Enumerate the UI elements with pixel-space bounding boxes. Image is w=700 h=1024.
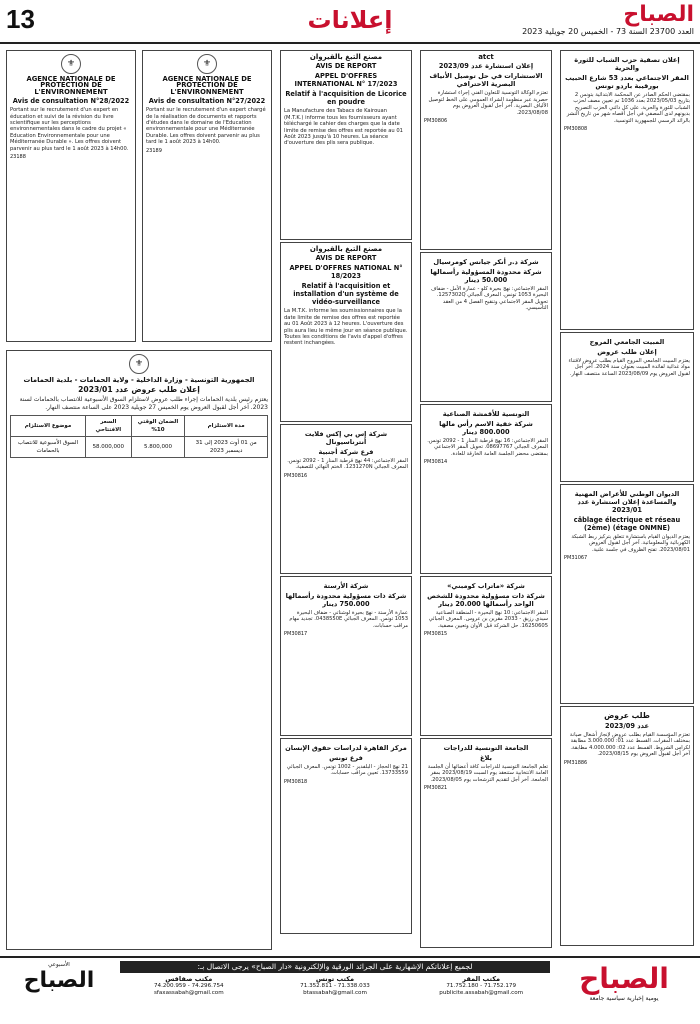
ad-onmne (560, 484, 694, 704)
ad-mourouj-dorm (560, 332, 694, 482)
ad-org: مصنع التبغ بالقيروان (309, 53, 383, 61)
ad-subtitle: بلاغ (480, 754, 492, 762)
ad-cycling-federation (420, 738, 552, 948)
ad-body: La Manufacture des Tabacs de Kairouan (M.T.K.) informe tous les fournisseurs ayant téléchargé le cahier des charges que la date limite de remise des offres est reportée au 01 Août 2023 jusqu'à 10 heures. La séance d'ouverture des plis sera publique. (284, 108, 403, 147)
page-header (0, 0, 700, 44)
office-phone: 74.296.754 - 74.200.959 (153, 983, 224, 989)
ad-subtitle: فرع تونس (329, 754, 363, 762)
ad-ref: 23188 (10, 154, 26, 161)
ad-subtitle: APPEL D'OFFRES NATIONAL N° 18/2023 (289, 264, 403, 281)
ad-body: عمارة الأرستة - نهج بحيرة لوشناتي - ضفاف البحيرة 1053 تونس. المعرف الجبائي 0438550E. تجديد مهام مراقب حسابات. (289, 610, 408, 629)
ad-title: شركة الأرستة (323, 582, 369, 590)
ad-anpe-27 (142, 50, 272, 342)
table-cell: من 01 أوت 2023 إلى 31 ديسمبر 2023 (185, 437, 268, 458)
office-email[interactable]: publicite.assabah@gmail.com (439, 990, 524, 996)
newspaper-logo: الصباح (623, 2, 694, 27)
office-email[interactable]: btassabah@gmail.com (303, 990, 367, 996)
crest-icon: ⚜ (129, 354, 149, 374)
ad-textiles (420, 404, 552, 574)
ad-subtitle: عدد 2023/09 (605, 722, 649, 730)
table-cell: 5.800,000 (131, 437, 185, 458)
ad-body: La M.T.K. informe les soumissionnaires que la date limite de remise des offres est reportée au 01 Août 2023 à 12 heures. L'ouverture des plis aura lieu le même jour en séance publique. Toutes les conditions de l'avis d'appel d'offres restent inchangées. (284, 308, 408, 347)
ad-body: Portant sur le recrutement d'un expert en éducation et suivi de la révision du livre scientifique sur les perceptions environnementales dans le cadre du projet « Education Environnementale pour une Méditerranée Durable ». Les offres doivent parvenir au plus tard le 1 août 2023 à 14h00. (10, 107, 129, 152)
footer-weekly-logo (4, 962, 114, 993)
ad-body: المقر الاجتماعي: 16 نهج قرطبة المنار 1 - 2092 تونس. المعرف الجبائي 08697767. تحويل المقر الاجتماعي بمقتضى محضر الجلسة العامة الخارقة للعادة. (427, 438, 548, 457)
footer-contact-banner: لجميع إعلاناتكم الإشهارية على الجرائد الورقية والإلكترونية «دار الصباح» يرجى الاتصال بـ: (120, 961, 550, 973)
column-1 (558, 48, 696, 952)
ad-title: AVIS DE REPORT (315, 254, 377, 263)
office-tunis (266, 976, 404, 997)
ad-title: التونسية للأقمشة الصناعية (442, 410, 530, 418)
ad-spx-flight (280, 424, 412, 574)
ad-body: تعتزم المؤسسة القيام بطلب عروض لإنجاز أشغال صيانة بمختلف المقرات. القسط عدد 01: 3.000.000 مطابقة لكراس الشروط. القسط عدد 02: 4.000.000 مطابقة. آخر أجل لقبول العروض يوم 2023/08/15. (569, 732, 690, 758)
ad-arasta (280, 576, 412, 736)
ad-body: يعتزم الديوان القيام باستشارة تتعلق بتركيز ربط الشبكة الكهربائية والمعلوماتية. آخر أجل لقبول العروض 2023/08/01. تفتح الظروف في جلسة علنية. (571, 534, 690, 553)
ad-body: المقر الاجتماعي: 10 نهج البحيرة - المنطقة الصناعية سيدي رزيق - 2033 مقرين بن عروس. المعرف الجبائي 16250605. حل الشركة قبل الأوان وتعيين مصفية. (428, 610, 548, 629)
ad-subtitle: إعلان طلب عروض (597, 348, 657, 356)
ad-title: إعلان تصفية حزب الشباب للثورة والحرية (574, 56, 680, 72)
footer-brand: الصباح (579, 962, 669, 995)
ad-title: المبيت الجامعي المروج (589, 338, 665, 346)
ad-tender-09 (560, 706, 694, 946)
table-row (11, 437, 268, 458)
ad-title: طلب عروض (604, 711, 650, 720)
masthead (494, 2, 694, 36)
ad-subtitle: فرع شركة أجنبية (318, 448, 374, 456)
ad-subtitle: شركة محدودة المسؤولية رأسمالها 50.000 دينار (430, 268, 542, 284)
ad-mtk-18 (280, 242, 412, 422)
ad-org: AGENCE NATIONALE DE PROTECTION DE L'ENVIRONNEMENT (162, 75, 252, 96)
ad-mtk-17 (280, 50, 412, 240)
ad-body: تعلم الجامعة التونسية للدراجات كافة أعضائها أن الجلسة العامة الانتخابية ستنعقد يوم السبت 2023/08/19 بمقر الجامعة. آخر أجل لتقديم الترشحات يوم 2023/08/05. (427, 764, 548, 783)
ad-body: المقر الاجتماعي: 44 نهج قرطبة المنار 1 - 2092 تونس. المعرف الجبائي 1231270N. الختم النهائي للتصفية. (287, 458, 408, 471)
crest-icon: ⚜ (61, 54, 81, 74)
issue-line: العدد 23700 السنة 73 - الخميس 20 جويلية 2023 (522, 27, 694, 36)
column-2 (418, 48, 554, 952)
ad-title: مركز القاهرة لدراسات حقوق الإنسان (285, 744, 407, 752)
ad-org: atct (478, 53, 494, 61)
footer-weekly-brand: الصباح (23, 968, 95, 993)
ad-subtitle: APPEL D'OFFRES INTERNATIONAL N° 17/2023 (294, 72, 398, 89)
footer-tagline: يومية إخبارية سياسية جامعة (589, 995, 659, 1002)
ad-anpe-28 (6, 50, 136, 342)
office-name: مكتب المقر (462, 975, 501, 983)
table-cell: السوق الأسبوعية للانتصاب بالحمامات (11, 437, 86, 458)
ad-ref: PM30806 (424, 118, 448, 125)
ad-subtitle-2: Relatif à l'acquisition et installation d'un système de vidéo-surveillance (293, 282, 399, 307)
ad-subtitle: المقر الاجتماعي بعدد 53 شارع الحبيب بورقيبة باردو تونس (565, 74, 689, 90)
ad-ref: PM31067 (564, 555, 588, 562)
ad-subtitle: شركة ذات مسؤولية محدودة للشخص الواحد رأسمالها 20.000 دينار (427, 592, 545, 608)
office-phone: 71.752.179 - 71.752.180 (446, 983, 517, 989)
footer-logo (554, 962, 694, 1002)
page-number: 13 (6, 4, 35, 34)
ad-subtitle-2: Relatif à l'acquisition de Licorice en poudre (285, 90, 407, 107)
ad-org: مصنع التبغ بالقيروان (309, 245, 383, 253)
crest-icon: ⚜ (197, 54, 217, 74)
ad-title: إعلان استشارة عدد 2023/09 (438, 62, 534, 71)
ad-party-liquidation (560, 50, 694, 330)
table-header: موضوع الاستلزام (11, 416, 86, 437)
ad-ref: PM30817 (284, 631, 308, 638)
ad-anchor-jeans (420, 252, 552, 402)
ad-body: يعتزم رئيس بلدية الحمامات إجراء طلب عروض لاستلزام السوق الأسبوعية للانتصاب بالحمامات لسنة 2023. آخر أجل لقبول العروض يوم الخميس 27 جويلية 2023 على الساعة منتصف النهار. (19, 396, 268, 411)
column-4-top (140, 48, 274, 344)
ad-title: شركة إس بي إكس فلايت أنترناسيونال (304, 430, 388, 446)
ad-ref: 23189 (146, 147, 162, 154)
column-5 (4, 48, 138, 344)
table-cell: 58.000,000 (86, 437, 132, 458)
table-header: الضمان الوقتي 10% (131, 416, 185, 437)
ad-org: الجمهورية التونسية - وزارة الداخلية - ولاية الحمامات - بلدية الحمامات (23, 376, 255, 384)
ad-title: AVIS DE REPORT (315, 62, 377, 71)
ad-subtitle: شركة ذات مسؤولية محدودة رأسمالها 750.000 دينار (285, 592, 407, 608)
footer-offices (120, 976, 550, 997)
ad-cihrs (280, 738, 412, 934)
ad-title: الديوان الوطني للأعراض المهنية والمساعدة إعلان استشارة عدد 2023/01 (574, 490, 680, 514)
ad-body: تعتزم الوكالة التونسية للتعاون الفني إجراء استشارة حصرية عبر منظومة الشراء العمومي على الخط لتوصيل الألياف البصرية. آخر أجل لقبول العروض يوم 2023/08/08. (428, 90, 548, 116)
office-name: مكتب صفاقس (165, 975, 213, 983)
ad-ref: PM30808 (564, 126, 588, 133)
ad-subtitle: إعلان طلب عروض عدد 2023/01 (78, 385, 200, 394)
bid-table (10, 415, 268, 458)
ad-subtitle: câblage électrique et réseau (2ème) (étage ONMNE) (573, 516, 681, 532)
ad-title: Avis de consultation N°27/2022 (148, 97, 266, 106)
ad-ref: PM30821 (424, 785, 448, 792)
ad-ref: PM30815 (424, 631, 448, 638)
footer-weekly-tag: الأسبوعي (48, 962, 70, 968)
column-4-bottom (4, 348, 274, 952)
office-phone: 71.338.033 - 71.352.811 (300, 983, 370, 989)
ad-title: الجامعة التونسية للدراجات (443, 744, 529, 752)
ad-subtitle: شركة خفية الاسم رأس مالها 800.000 دينار (439, 420, 533, 436)
ad-title: Avis de consultation N°28/2022 (12, 97, 130, 106)
office-name: مكتب تونس (315, 975, 355, 983)
ad-title: شركة «ماتراب كومبني» (447, 582, 525, 590)
ad-body: بمقتضى الحكم الصادر عن المحكمة الابتدائية بتونس 2 بتاريخ 2023/05/03 بعدد 1036 تم تعيين مصف لحزب الشباب للثورة والحرية. على كل دائني الحزب التصريح بديونهم لدى المصفي في أجل أقصاه شهر من تاريخ النشر بالرائد الرسمي للجمهورية التونسية. (566, 92, 690, 124)
office-hq (412, 976, 550, 997)
ad-hammamet (6, 350, 272, 950)
ad-body: المقر الاجتماعي: نهج بحيرة كلو - عمارة الأمل - ضفاف البحيرة 1053 تونس. المعرف الجبائي 1257302Q. تحويل المقر الاجتماعي وتنقيح الفصل 4 من العقد التأسيسي. (431, 286, 548, 312)
ad-body: يعتزم المبيت الجامعي المروج القيام بطلب عروض لاقتناء مواد غذائية لفائدة المبيت بعنوان سنة 2024. آخر أجل لقبول العروض يوم 2023/08/09 الساعة منتصف النهار. (568, 358, 690, 377)
ad-title: شركة د.ر أنكر جيانس كومرسيال (433, 258, 539, 266)
ad-body: Portant sur le recrutement d'un expert chargé de la réalisation de documents et rapports d'études dans le domaine de l'Education environnementale pour une Méditerranée Durable. Les offres doivent parvenir au plus tard le 1 août 2023 à 14h00. (146, 107, 266, 146)
office-email[interactable]: sfaxassabah@gmail.com (153, 990, 224, 996)
page-footer (0, 956, 700, 1024)
section-title: إعلانات (307, 6, 393, 34)
table-header: السعر الافتتاحي (86, 416, 132, 437)
ad-org: AGENCE NATIONALE DE PROTECTION DE L'ENVIRONNEMENT (26, 75, 116, 96)
ad-subtitle: الاستشارات في حل توصيل الأنياف البصرية الاحترافي (429, 72, 543, 89)
ad-atct (420, 50, 552, 250)
office-sfax (120, 976, 258, 997)
ad-ref: PM30814 (424, 459, 448, 466)
ad-ref: PM30816 (284, 472, 308, 479)
ad-ref: PM31886 (564, 759, 588, 766)
ad-matrap (420, 576, 552, 736)
ad-ref: PM30818 (284, 778, 308, 785)
column-3 (278, 48, 414, 952)
table-header: مدة الاستلزام (185, 416, 268, 437)
ad-body: 21 نهج الحجاز - البلفدير - 1002 تونس. المعرف الجبائي 13733559. تعيين مراقب حسابات. (286, 764, 408, 777)
